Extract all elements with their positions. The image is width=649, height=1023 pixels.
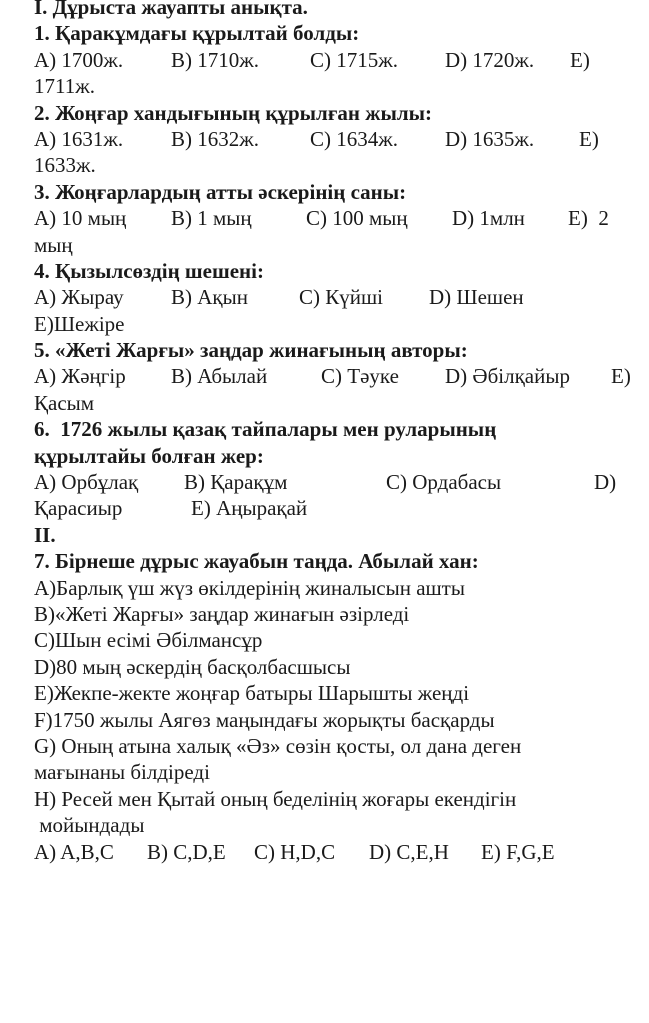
question-6-options (34, 469, 649, 495)
section-1-title: I. Дұрыста жауапты анықта. (34, 0, 308, 19)
option-c[interactable]: C) 100 мың (306, 206, 408, 231)
question-1: 1. Қаракұмдағы құрылтай болды: (34, 21, 360, 46)
option-d[interactable]: D) Шешен (429, 285, 524, 310)
question-3: 3. Жоңғарлардың атты әскерінің саны: (34, 179, 407, 204)
option-c[interactable]: C) Күйші (299, 285, 383, 310)
option-a[interactable]: A) 1700ж. (34, 47, 124, 72)
question-7-options (34, 839, 649, 865)
option-d[interactable]: D) C,E,H (369, 839, 449, 864)
statement-g-continued: мағынаны білдіреді (34, 760, 210, 785)
question-6-options-wrap (34, 495, 649, 521)
option-e-value: 1633ж. (34, 153, 96, 178)
statement-a: A)Барлық үш жүз өкілдерінің жиналысын ашты (34, 575, 465, 600)
option-e[interactable]: E)Шежіре (34, 311, 125, 336)
option-e[interactable]: E) 2 (568, 206, 609, 231)
option-b[interactable]: B) Ақын (171, 285, 248, 310)
statement-h: H) Ресей мен Қытай оның беделінің жоғары екендігін (34, 786, 517, 811)
option-b[interactable]: B) 1632ж. (171, 126, 260, 151)
option-c[interactable]: C) 1634ж. (310, 126, 399, 151)
option-c[interactable]: C) 1715ж. (310, 47, 399, 72)
option-e-value: 1711ж. (34, 74, 95, 99)
option-b[interactable]: B) Абылай (171, 364, 268, 389)
option-c[interactable]: C) H,D,C (254, 839, 336, 864)
statement-b: B)«Жеті Жарғы» заңдар жинағын әзірледі (34, 601, 410, 626)
option-b[interactable]: B) 1710ж. (171, 47, 260, 72)
option-a[interactable]: A) Жәңгір (34, 364, 126, 389)
option-d[interactable]: D) Әбілқайыр (445, 364, 570, 389)
question-3-options (34, 205, 649, 231)
question-5-options (34, 363, 649, 389)
option-e[interactable]: E) (579, 126, 599, 151)
option-e[interactable]: E) F,G,E (481, 839, 555, 864)
option-e-value: мың (34, 232, 73, 257)
option-d-value: Қарасиыр (34, 496, 123, 521)
statement-h-continued: мойындады (34, 813, 145, 838)
question-2: 2. Жоңғар хандығының құрылған жылы: (34, 100, 433, 125)
option-a[interactable]: A) 10 мың (34, 206, 127, 231)
option-d[interactable]: D) (594, 470, 617, 495)
option-e[interactable]: E) (570, 47, 590, 72)
option-b[interactable]: B) C,D,E (147, 839, 226, 864)
option-b[interactable]: B) 1 мың (171, 206, 252, 231)
option-e-value: Қасым (34, 390, 95, 415)
option-a[interactable]: A) Орбұлақ (34, 470, 139, 495)
question-6: 6. 1726 жылы қазақ тайпалары мен руларының (34, 417, 497, 442)
option-a[interactable]: A) Жырау (34, 285, 124, 310)
option-d[interactable]: D) 1635ж. (445, 126, 535, 151)
statement-c: C)Шын есімі Әбілмансұр (34, 628, 263, 653)
question-2-options (34, 126, 649, 152)
option-a[interactable]: A) 1631ж. (34, 126, 124, 151)
option-a[interactable]: A) A,B,C (34, 839, 114, 864)
question-4: 4. Қызылсөздің шешені: (34, 258, 264, 283)
question-4-options (34, 284, 649, 310)
statement-f: F)1750 жылы Аягөз маңындағы жорықты басқарды (34, 707, 495, 732)
statement-d: D)80 мың әскердің басқолбасшысы (34, 654, 351, 679)
option-d[interactable]: D) 1млн (452, 206, 525, 231)
question-6-continued: құрылтайы болған жер: (34, 443, 264, 468)
statement-e: E)Жекпе-жекте жоңғар батыры Шарышты жеңді (34, 681, 470, 706)
question-5: 5. «Жеті Жарғы» заңдар жинағының авторы: (34, 338, 468, 363)
option-b[interactable]: B) Қарақұм (184, 470, 288, 495)
option-e[interactable]: E) (611, 364, 631, 389)
option-d[interactable]: D) 1720ж. (445, 47, 535, 72)
test-document (34, 0, 649, 865)
option-c[interactable]: C) Ордабасы (386, 470, 502, 495)
option-e[interactable]: E) Аңырақай (191, 496, 308, 521)
question-1-options (34, 47, 649, 73)
option-c[interactable]: C) Тәуке (321, 364, 399, 389)
question-7: 7. Бірнеше дұрыс жауабын таңда. Абылай хан: (34, 549, 479, 574)
statement-g: G) Оның атына халық «Әз» сөзін қосты, ол дана деген (34, 733, 522, 758)
section-2-title: II. (34, 522, 56, 547)
